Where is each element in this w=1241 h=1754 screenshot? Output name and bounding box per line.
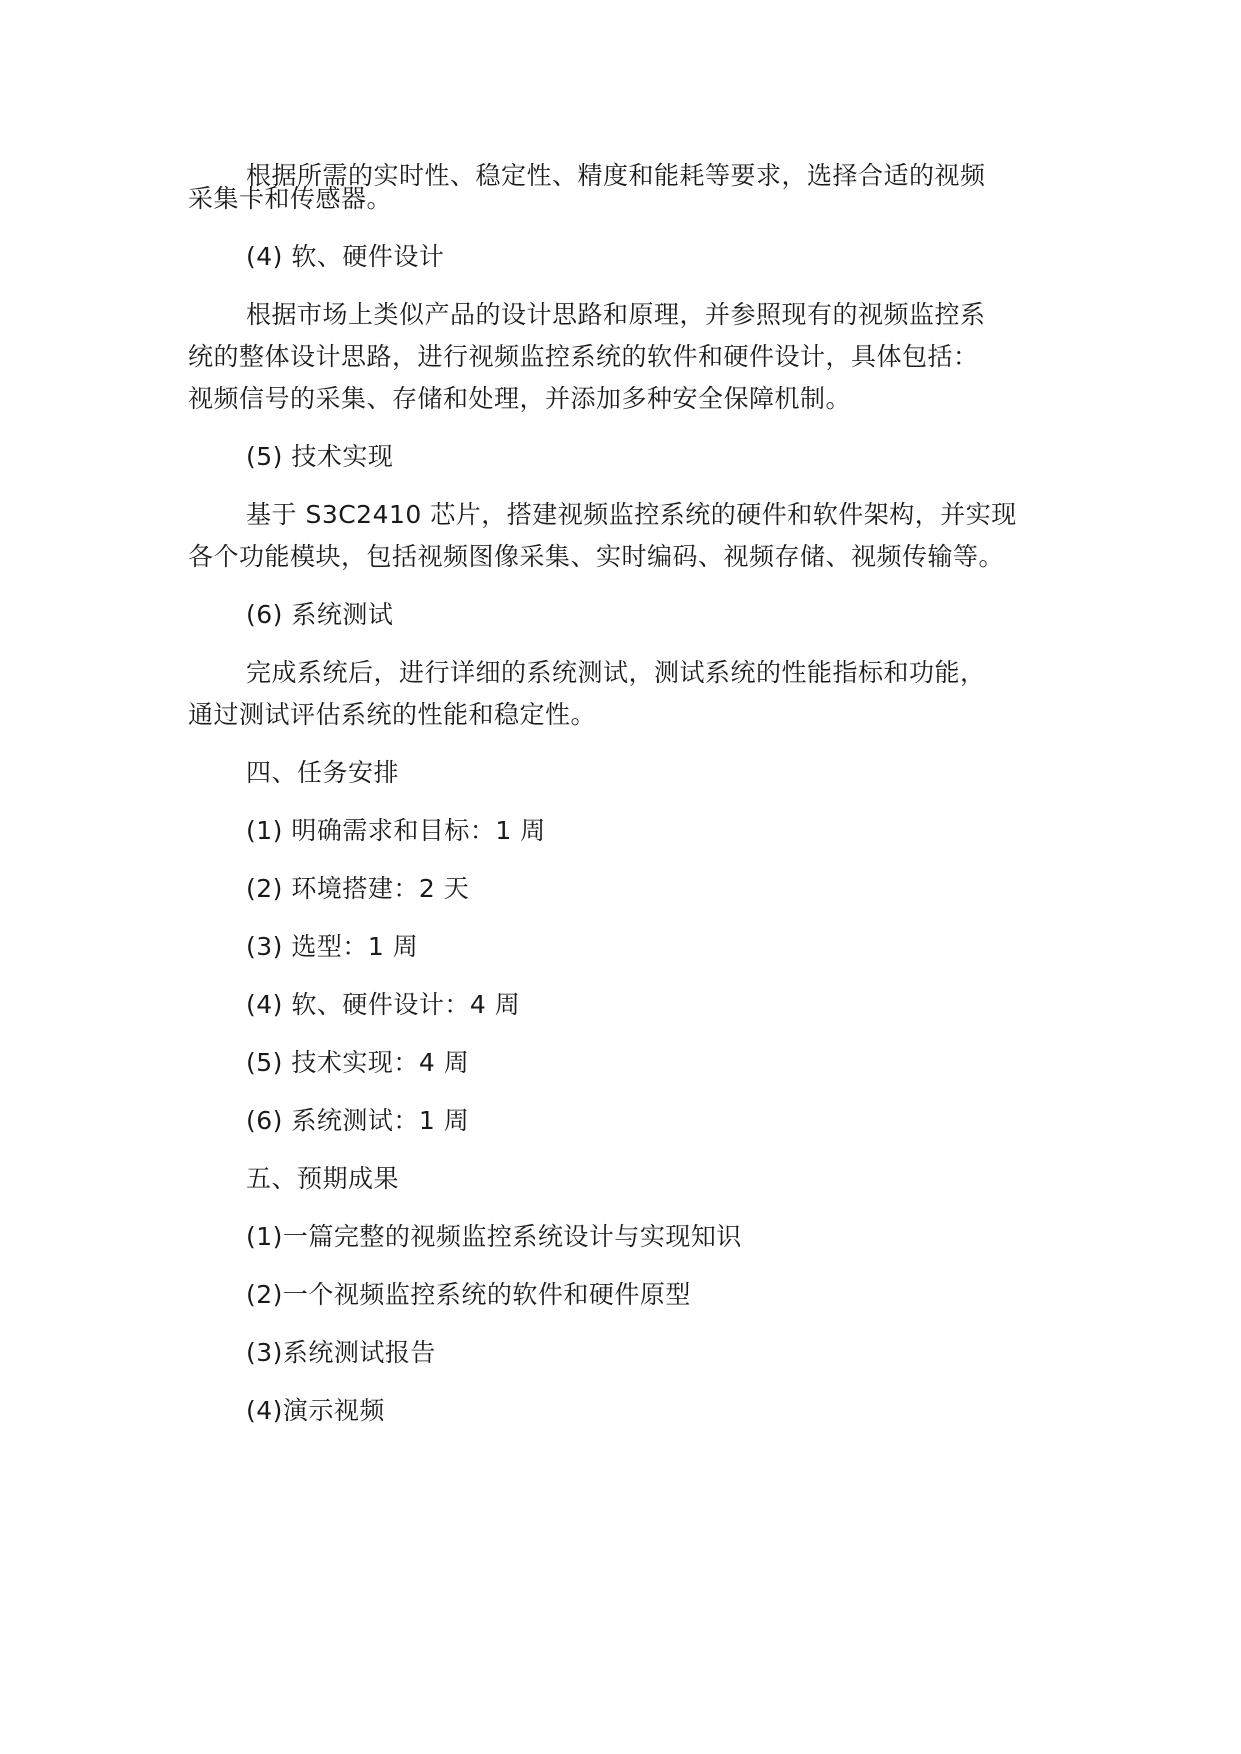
paragraph-line: 各个功能模块，包括视频图像采集、实时编码、视频存储、视频传输等。 — [188, 542, 1005, 571]
paragraph-line: 根据所需的实时性、稳定性、精度和能耗等要求，选择合适的视频 — [246, 161, 986, 190]
subheading: (4) 软、硬件设计 — [246, 242, 445, 271]
subheading: (6) 系统测试 — [246, 600, 394, 629]
list-item: (5) 技术实现：4 周 — [246, 1048, 470, 1077]
subheading: (5) 技术实现 — [246, 442, 394, 471]
list-item: (1)一篇完整的视频监控系统设计与实现知识 — [246, 1222, 742, 1251]
list-item: (2) 环境搭建：2 天 — [246, 874, 470, 903]
paragraph-line: 完成系统后，进行详细的系统测试，测试系统的性能指标和功能， — [246, 658, 986, 687]
section-heading: 四、任务安排 — [246, 758, 400, 787]
list-item: (1) 明确需求和目标：1 周 — [246, 816, 546, 845]
section-heading: 五、预期成果 — [246, 1164, 400, 1193]
list-item: (3) 选型：1 周 — [246, 932, 419, 961]
list-item: (6) 系统测试：1 周 — [246, 1106, 470, 1135]
paragraph-line: 采集卡和传感器。 — [188, 184, 393, 213]
paragraph-line: 通过测试评估系统的性能和稳定性。 — [188, 700, 597, 729]
list-item: (4) 软、硬件设计：4 周 — [246, 990, 521, 1019]
list-item: (4)演示视频 — [246, 1396, 385, 1425]
list-item: (3)系统测试报告 — [246, 1338, 436, 1367]
paragraph-line: 根据市场上类似产品的设计思路和原理，并参照现有的视频监控系 — [246, 300, 986, 329]
list-item: (2)一个视频监控系统的软件和硬件原型 — [246, 1280, 691, 1309]
paragraph-line: 统的整体设计思路，进行视频监控系统的软件和硬件设计，具体包括： — [188, 342, 979, 371]
paragraph-line: 基于 S3C2410 芯片，搭建视频监控系统的硬件和软件架构，并实现 — [246, 500, 1017, 529]
paragraph-line: 视频信号的采集、存储和处理，并添加多种安全保障机制。 — [188, 384, 852, 413]
